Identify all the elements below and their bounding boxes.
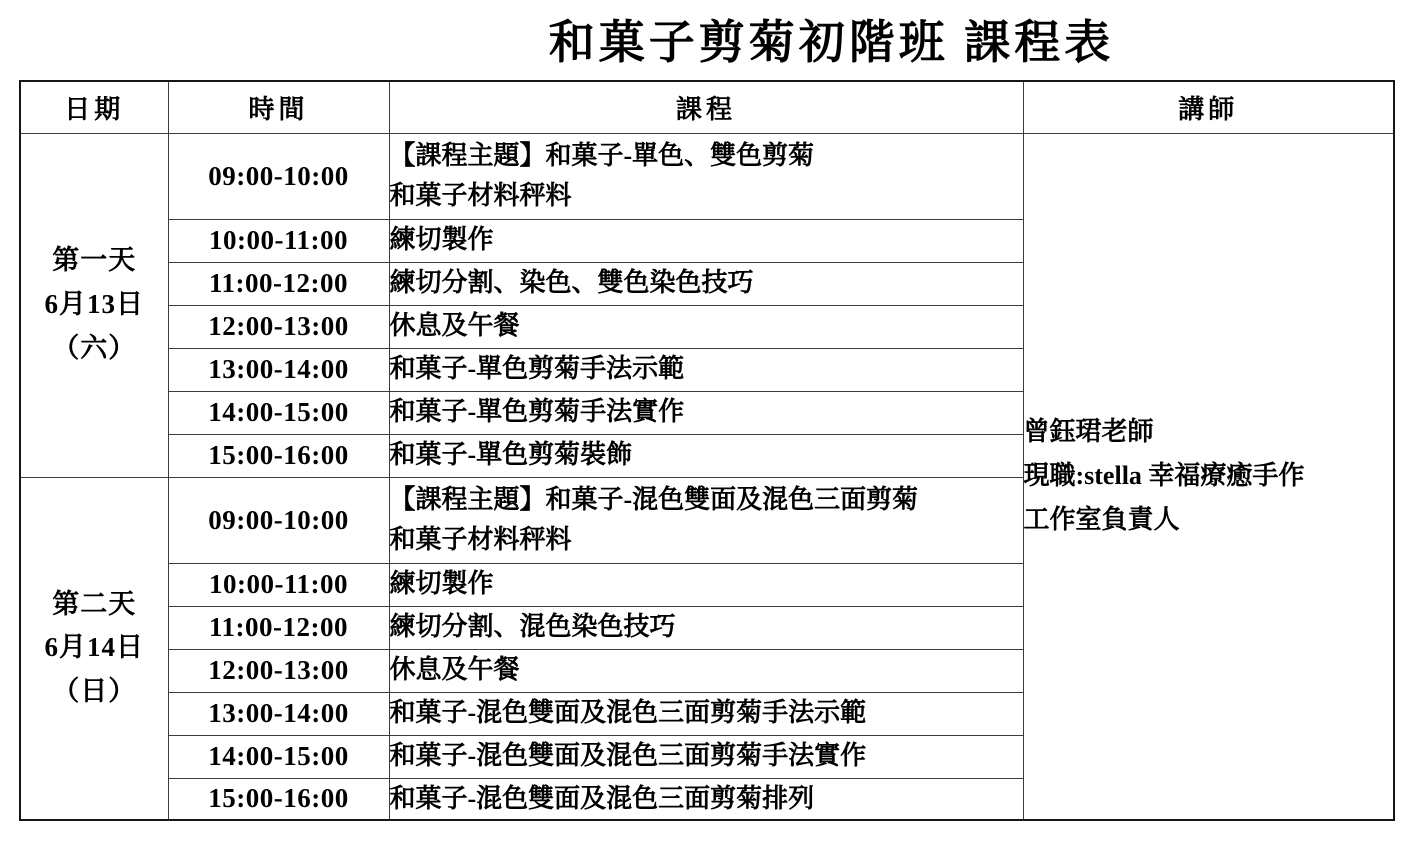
instructor-cell [1023, 133, 1394, 820]
course-line: 和菓子材料秤料 [389, 525, 572, 554]
time-cell: 15:00-16:00 [168, 778, 389, 820]
time-cell: 12:00-13:00 [168, 649, 389, 692]
course-cell: 練切製作 [389, 563, 1023, 606]
course-cell: 練切分割、混色染色技巧 [389, 606, 1023, 649]
course-line: 【課程主題】和菓子-混色雙面及混色三面剪菊 [389, 484, 919, 514]
course-cell: 和菓子-單色剪菊手法示範 [389, 348, 1023, 391]
course-cell: 休息及午餐 [389, 649, 1023, 692]
course-cell: 和菓子-單色剪菊手法實作 [389, 391, 1023, 434]
time-cell: 10:00-11:00 [168, 219, 389, 262]
course-line: 和菓子材料秤料 [389, 181, 572, 210]
course-cell: 練切製作 [389, 219, 1023, 262]
time-cell: 11:00-12:00 [168, 262, 389, 305]
time-cell: 14:00-15:00 [168, 735, 389, 778]
course-cell: 和菓子-單色剪菊裝飾 [389, 434, 1023, 477]
course-cell: 和菓子-混色雙面及混色三面剪菊排列 [389, 778, 1023, 820]
course-cell: 休息及午餐 [389, 305, 1023, 348]
time-cell: 10:00-11:00 [168, 563, 389, 606]
date-line: 第二天 [52, 588, 137, 619]
course-cell: 和菓子-混色雙面及混色三面剪菊手法實作 [389, 735, 1023, 778]
header-instructor: 講師 [1023, 81, 1394, 133]
header-date: 日期 [20, 81, 168, 133]
time-cell: 09:00-10:00 [168, 133, 389, 219]
instructor-line: 工作室負責人 [1023, 505, 1180, 535]
course-line: 【課程主題】和菓子-單色、雙色剪菊 [389, 140, 815, 170]
page-title: 和菓子剪菊初階班 課程表 [548, 17, 1115, 68]
course-cell [389, 477, 1023, 563]
table-row [20, 133, 1394, 219]
header-time: 時間 [168, 81, 389, 133]
table-header-row [20, 81, 1394, 133]
time-cell: 13:00-14:00 [168, 692, 389, 735]
date-line: （日） [52, 676, 137, 707]
header-course: 課程 [389, 81, 1023, 133]
date-line: 6月14日 [44, 632, 144, 663]
course-cell [389, 133, 1023, 219]
date-cell-day2 [20, 477, 168, 820]
instructor-line: 現職:stella 幸福療癒手作 [1023, 461, 1305, 491]
time-cell: 15:00-16:00 [168, 434, 389, 477]
date-cell-day1 [20, 133, 168, 477]
instructor-line: 曾鈺珺老師 [1023, 416, 1154, 446]
time-cell: 11:00-12:00 [168, 606, 389, 649]
date-line: 6月13日 [44, 289, 144, 320]
course-cell: 練切分割、染色、雙色染色技巧 [389, 262, 1023, 305]
course-cell: 和菓子-混色雙面及混色三面剪菊手法示範 [389, 692, 1023, 735]
time-cell: 09:00-10:00 [168, 477, 389, 563]
date-line: 第一天 [52, 245, 137, 276]
time-cell: 12:00-13:00 [168, 305, 389, 348]
course-schedule-table [19, 80, 1395, 821]
date-line: （六） [52, 332, 137, 363]
time-cell: 13:00-14:00 [168, 348, 389, 391]
time-cell: 14:00-15:00 [168, 391, 389, 434]
